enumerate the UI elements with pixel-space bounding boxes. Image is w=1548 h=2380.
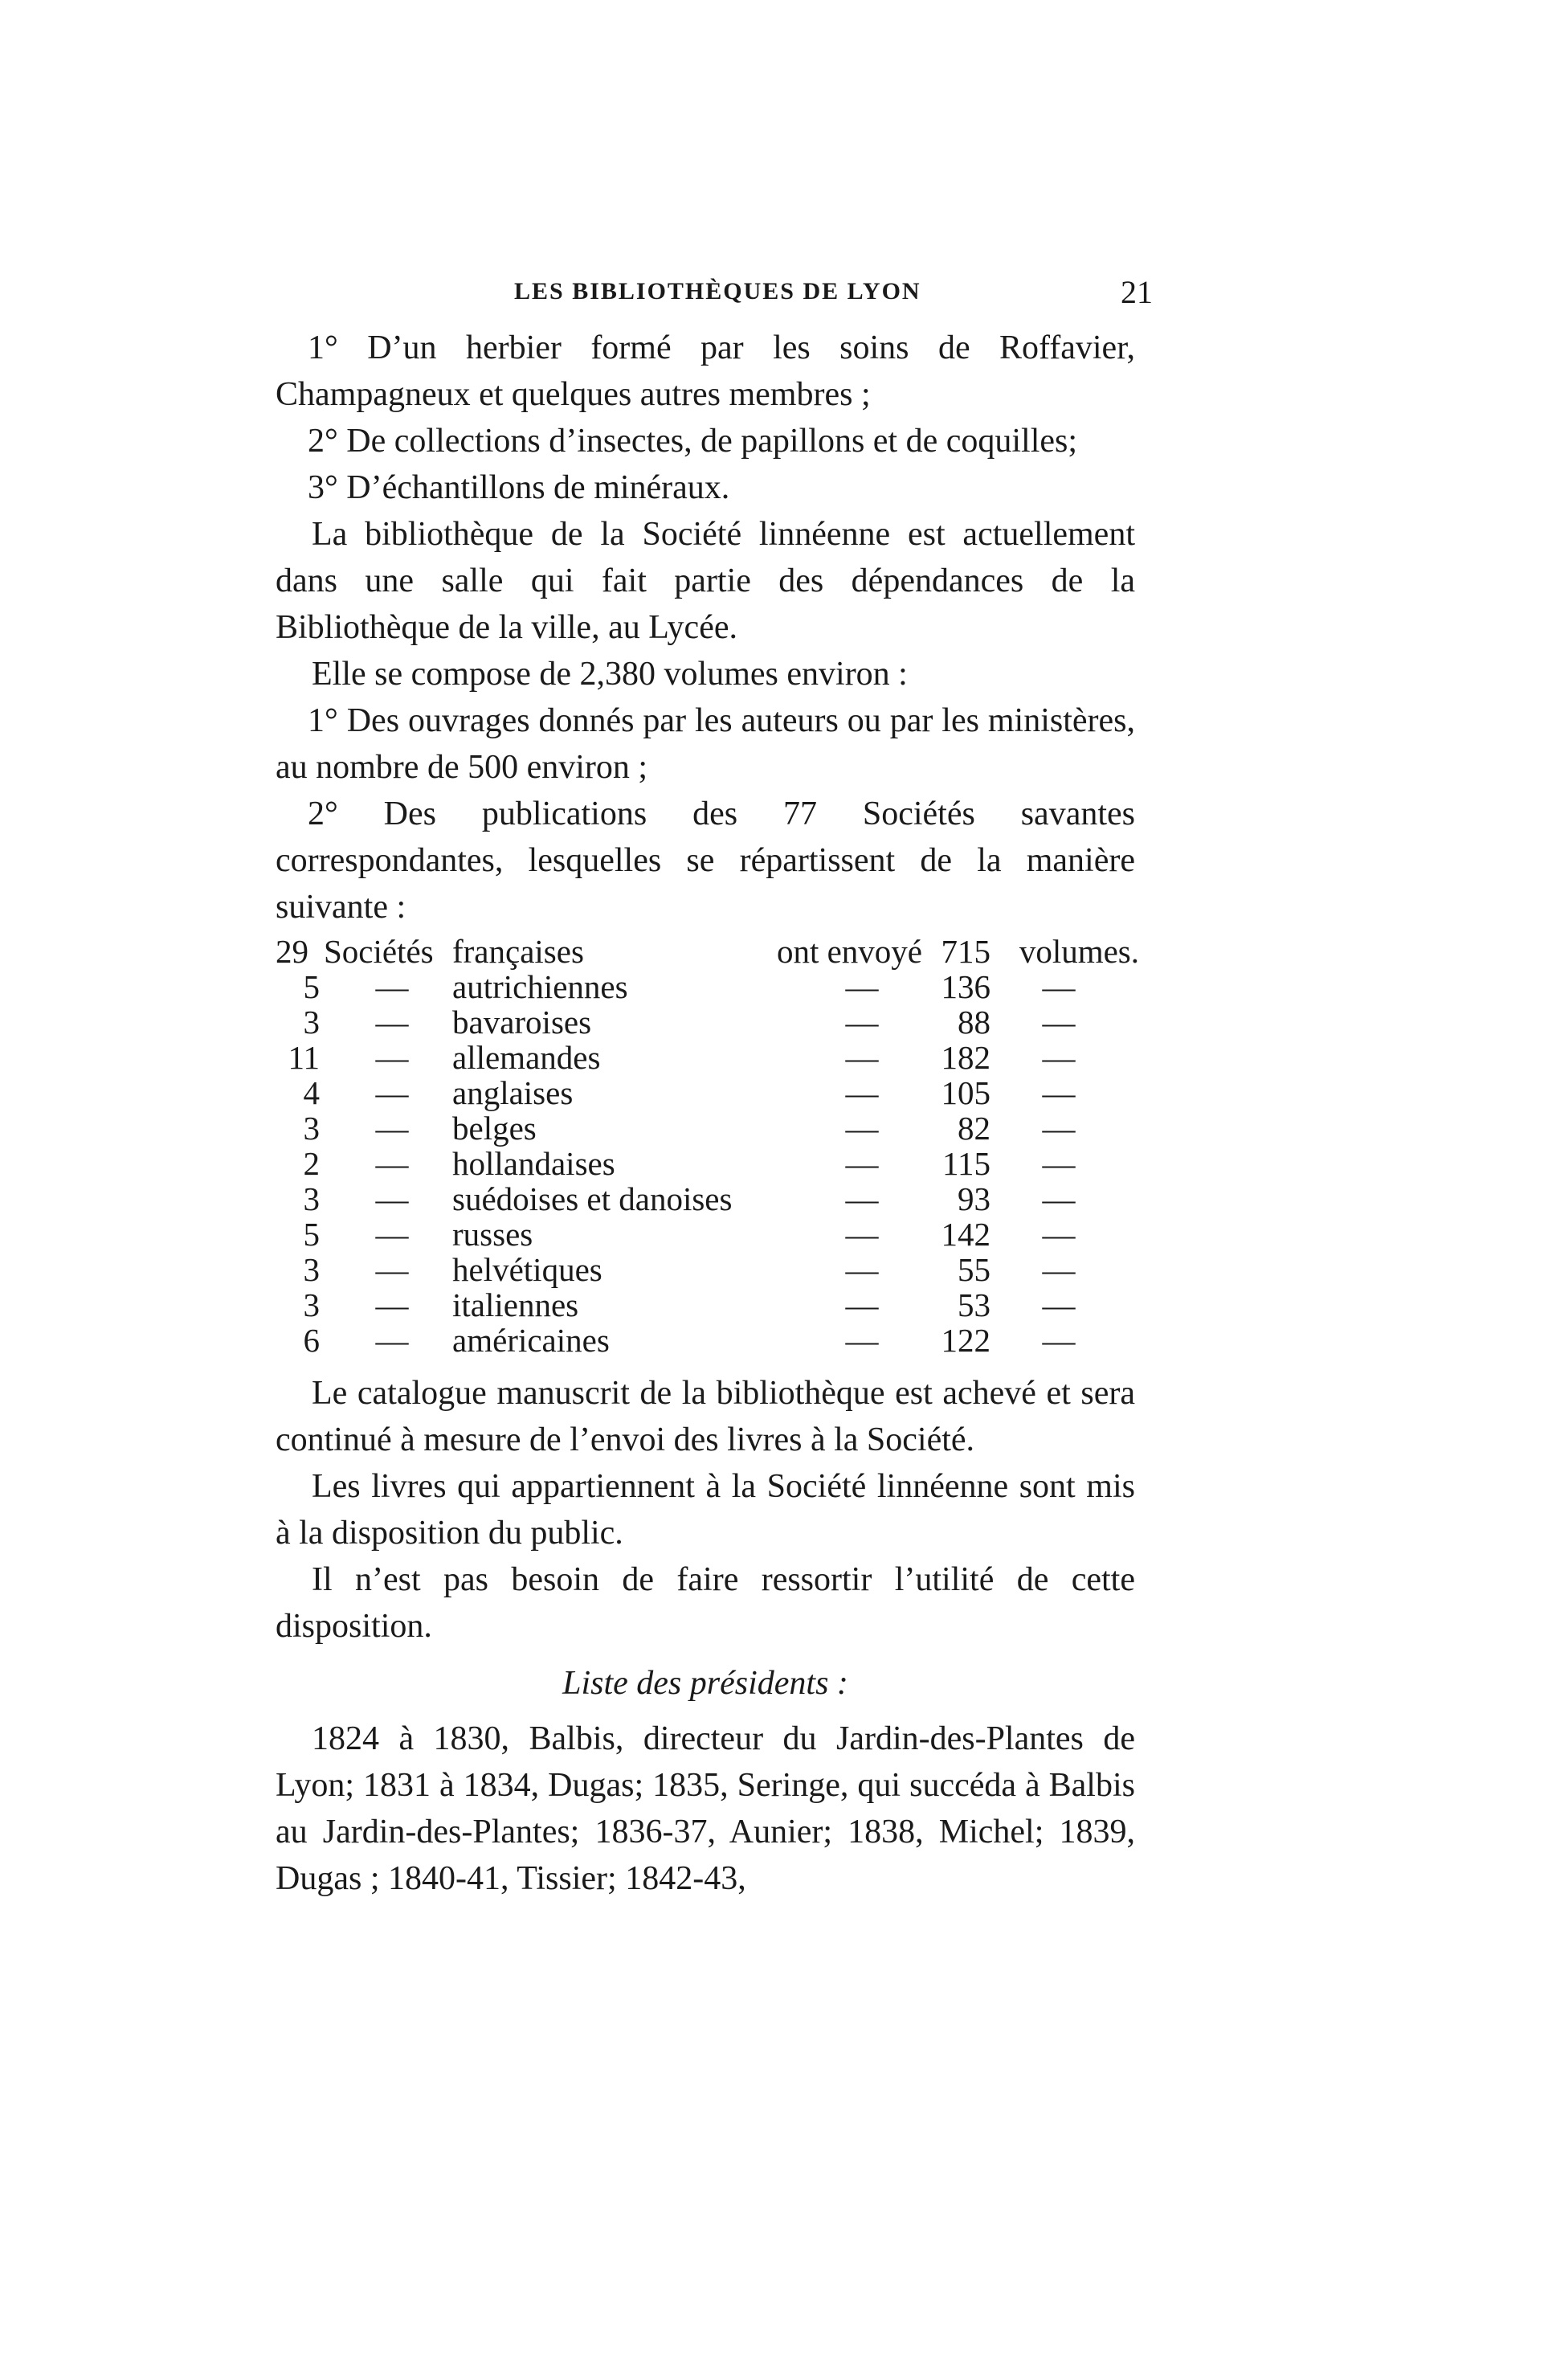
society-count: 3 [303,1286,320,1323]
society-count: 3 [303,1004,320,1041]
table-row [276,1286,1139,1321]
nationality: russes [452,1216,533,1253]
presidents-text [276,1715,1135,1902]
ditto-mark: — [375,968,409,1005]
ditto-mark: — [1042,1039,1076,1076]
ditto-mark: — [845,1180,879,1217]
ditto-mark: — [845,1039,879,1076]
volume-count: 136 [941,968,990,1005]
society-count: 5 [303,1216,320,1253]
ditto-mark: — [1042,1074,1076,1111]
paragraph: Il n’est pas besoin de faire ressortir l’utilité de cette disposition. [276,1561,1135,1645]
nationality: italiennes [452,1286,579,1323]
societies-table [276,932,1139,1359]
nationality: françaises [452,933,584,970]
nationality: allemandes [452,1039,601,1076]
table-row [276,1250,1139,1286]
ditto-mark: — [845,1286,879,1323]
volume-count: 53 [958,1286,990,1323]
society-count: 3 [303,1180,320,1217]
volume-count: 122 [941,1322,990,1359]
body-text-top [276,325,1135,930]
ditto-mark: — [1042,1251,1076,1288]
nationality: anglaises [452,1074,574,1111]
ditto-mark: — [845,1004,879,1041]
ditto-mark: — [1042,968,1076,1005]
ditto-mark: — [375,1039,409,1076]
page-number: 21 [1121,274,1153,310]
ditto-mark: — [845,1216,879,1253]
ditto-mark: — [375,1074,409,1111]
ditto-mark: — [375,1322,409,1359]
ditto-mark: — [375,1286,409,1323]
paragraph: 2° Des publications des 77 Sociétés savantes correspondantes, lesquelles se répartissent de la manière suivante : [276,795,1135,926]
table-row [276,1038,1139,1076]
volume-count: 82 [958,1110,990,1147]
paragraph: 1° Des ouvrages donnés par les auteurs ou par les ministères, au nombre de 500 environ ; [276,702,1135,786]
paragraph: 1824 à 1830, Balbis, directeur du Jardin-des-Plantes de Lyon; 1831 à 1834, Dugas; 1835, Seringe, qui succéda à Balbis au Jardin-des-Plantes; 1836-37, Aunier; 1838, Michel; 1839, Dugas ; 1840-41, Tissier; 1842-43, [276,1720,1135,1897]
ditto-mark: — [375,1145,409,1182]
ditto-mark: — [1042,1110,1076,1147]
paragraph: 3° D’échantillons de minéraux. [308,469,730,506]
ditto-mark: — [1042,1286,1076,1323]
volume-count: 93 [958,1180,990,1217]
ditto-mark: — [1042,1004,1076,1041]
nationality: suédoises et danoises [452,1180,733,1217]
ditto-mark: — [845,968,879,1005]
ditto-mark: — [1042,1180,1076,1217]
nationality: hollandaises [452,1145,615,1182]
society-count: 11 [288,1039,320,1076]
table-row [276,1321,1139,1359]
volume-count: 115 [942,1145,990,1182]
table-row [276,932,1139,970]
volume-count: 105 [941,1074,990,1111]
table-row [276,1073,1139,1109]
ditto-mark: — [375,1251,409,1288]
ditto-mark: — [845,1251,879,1288]
paragraph: La bibliothèque de la Société linnéenne est actuellement dans une salle qui fait partie des dépendances de la Bibliothèque de la ville, au Lycée. [276,516,1135,646]
list-heading: Liste des présidents : [562,1665,848,1702]
ditto-mark: — [375,1110,409,1147]
volume-count: 182 [941,1039,990,1076]
page-header [514,273,1153,321]
society-count: 2 [303,1145,320,1182]
paragraph: Elle se compose de 2,380 volumes environ : [312,656,908,693]
society-count: 5 [303,968,320,1005]
table-row [276,1180,1139,1215]
verb-label: ont envoyé [776,933,922,970]
running-title: LES BIBLIOTHÈQUES DE LYON [514,278,921,305]
ditto-mark: — [845,1145,879,1182]
nationality: bavaroises [452,1004,592,1041]
volume-count: 88 [958,1004,990,1041]
table-row [276,1109,1139,1147]
paragraph: 1° D’un herbier formé par les soins de Roffavier, Champagneux et quelques autres membres ; [276,329,1135,413]
ditto-mark: — [845,1074,879,1111]
society-count: 3 [303,1251,320,1288]
nationality: américaines [452,1322,610,1359]
ditto-mark: — [845,1322,879,1359]
society-count: 6 [303,1322,320,1359]
body-text-bottom [276,1370,1135,1650]
table-row [276,967,1139,1003]
society-count: 29 [276,933,308,970]
volume-count: 55 [958,1251,990,1288]
unit-label: volumes. [1019,933,1139,970]
ditto-mark: — [375,1216,409,1253]
ditto-mark: — [1042,1216,1076,1253]
nationality: helvétiques [452,1251,602,1288]
paragraph: Les livres qui appartiennent à la Société linnéenne sont mis à la disposition du public. [276,1468,1135,1552]
table-row [276,1003,1139,1041]
nationality: belges [452,1110,537,1147]
ditto-mark: — [375,1180,409,1217]
volume-count: 715 [941,933,990,970]
ditto-mark: — [1042,1322,1076,1359]
table-row [276,1215,1139,1253]
society-count: 4 [303,1074,320,1111]
ditto-mark: — [1042,1145,1076,1182]
nationality: autrichiennes [452,968,628,1005]
volume-count: 142 [941,1216,990,1253]
society-count: 3 [303,1110,320,1147]
paragraph: Le catalogue manuscrit de la bibliothèque est achevé et sera continué à mesure de l’envoi des livres à la Société. [276,1375,1135,1458]
ditto-mark: — [845,1110,879,1147]
paragraph: 2° De collections d’insectes, de papillons et de coquilles; [308,423,1078,460]
table-row [276,1144,1139,1180]
societes-label: Sociétés [324,933,434,970]
ditto-mark: — [375,1004,409,1041]
